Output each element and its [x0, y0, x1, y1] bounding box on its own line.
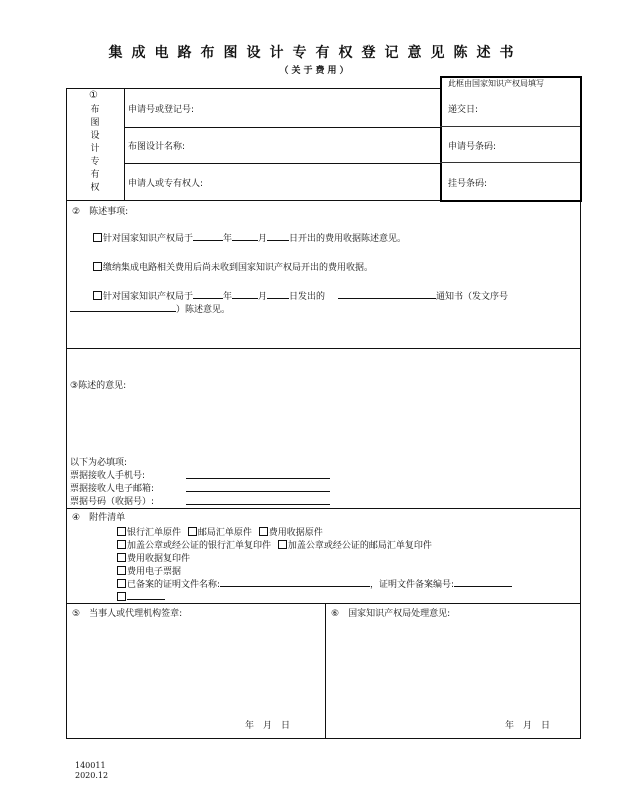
attachment-row-1: 银行汇单原件 邮局汇单原件 费用收据原件	[117, 525, 323, 538]
registered-barcode-label: 挂号条码:	[448, 179, 488, 189]
statement-item-3-checkbox[interactable]	[93, 291, 102, 300]
blank-day[interactable]	[267, 231, 289, 241]
section4-bottom-border	[66, 603, 581, 604]
section2-heading: ② 陈述事项:	[72, 207, 129, 217]
section1-number: ①	[89, 90, 98, 101]
required-fields-title: 以下为必填项:	[70, 458, 128, 468]
section1-label-divider	[124, 88, 125, 200]
form-top-border	[66, 88, 440, 89]
office-box-left	[440, 76, 442, 202]
fee-receipt-original-checkbox[interactable]	[259, 527, 268, 536]
statement-item-2-checkbox[interactable]	[93, 262, 102, 271]
receiver-phone-label: 票据接收人手机号:	[70, 471, 146, 481]
section5-6-divider	[325, 603, 326, 738]
blank-year[interactable]	[193, 231, 223, 241]
section3-bottom-border	[66, 508, 581, 509]
blank-month[interactable]	[232, 231, 258, 241]
office-box-bottom	[440, 200, 582, 202]
attachment-row-4: 费用电子票据	[117, 564, 181, 577]
section1-bottom-border	[66, 200, 440, 201]
office-box-right	[580, 76, 582, 202]
statement-item-2: 缴纳集成电路相关费用后尚未收到国家知识产权局开出的费用收据。	[93, 260, 373, 273]
statement-item-1-checkbox[interactable]	[93, 233, 102, 242]
statement-item-3: 针对国家知识产权局于 年 月 日发出的 通知书（发文序号	[93, 289, 508, 302]
attachment-row-2: 加盖公章或经公证的银行汇单复印件 加盖公章或经公证的邮局汇单复印件	[117, 538, 432, 551]
submission-date-label: 递交日:	[448, 105, 479, 115]
section6-heading: ⑥ 国家知识产权局处理意见:	[331, 609, 451, 619]
attachment-row-6	[117, 590, 165, 603]
section1-vertical-label: 布 图 设 计 专 有 权	[90, 105, 100, 193]
application-number-label: 申请号或登记号:	[128, 105, 195, 115]
certificate-name-blank[interactable]	[220, 577, 370, 587]
section1-row-divider-1	[124, 127, 440, 128]
blank-day[interactable]	[267, 289, 289, 299]
receipt-number-input[interactable]	[186, 504, 330, 505]
postal-draft-original-checkbox[interactable]	[188, 527, 197, 536]
receiver-email-label: 票据接收人电子邮箱:	[70, 484, 155, 494]
attachment-row-3: 费用收据复印件	[117, 551, 190, 564]
other-attachment-checkbox[interactable]	[117, 592, 126, 601]
section5-date: 年 月 日	[245, 721, 291, 731]
section6-date: 年 月 日	[505, 721, 551, 731]
section1-row-divider-2	[124, 163, 440, 164]
statement-item-1: 针对国家知识产权局于 年 月 日开出的费用收据陈述意见。	[93, 231, 406, 244]
page-subtitle: （关于费用）	[279, 66, 352, 76]
blank-year[interactable]	[193, 289, 223, 299]
layout-design-name-label: 布图设计名称:	[128, 142, 186, 152]
page-title: 集成电路布图设计专有权登记意见陈述书	[108, 45, 523, 61]
other-attachment-blank[interactable]	[127, 590, 165, 600]
form-version: 2020.12	[75, 771, 109, 780]
dispatch-number-blank[interactable]	[70, 302, 176, 312]
applicant-label: 申请人或专有权人:	[128, 179, 204, 189]
bank-draft-copy-checkbox[interactable]	[117, 540, 126, 549]
receiver-email-input[interactable]	[186, 491, 330, 492]
receipt-number-label: 票据号码（收据号）:	[70, 497, 155, 507]
section3-heading: ③陈述的意见:	[70, 381, 127, 391]
form-bottom-border	[66, 738, 581, 739]
office-row-divider-2	[440, 162, 580, 163]
blank-month[interactable]	[232, 289, 258, 299]
section2-bottom-border	[66, 348, 581, 349]
certificate-number-blank[interactable]	[454, 577, 512, 587]
section4-heading: ④ 附件清单	[72, 513, 126, 523]
office-box-note: 此框由国家知识产权局填写	[448, 79, 544, 88]
statement-item-3-continued: ）陈述意见。	[70, 302, 230, 315]
notice-name-blank[interactable]	[338, 289, 436, 299]
application-barcode-label: 申请号条码:	[448, 142, 497, 152]
filed-certificate-checkbox[interactable]	[117, 579, 126, 588]
form-left-border	[66, 88, 67, 738]
form-right-border	[580, 200, 581, 738]
section5-heading: ⑤ 当事人或代理机构签章:	[72, 609, 183, 619]
receiver-phone-input[interactable]	[186, 478, 330, 479]
electronic-receipt-checkbox[interactable]	[117, 566, 126, 575]
fee-receipt-copy-checkbox[interactable]	[117, 553, 126, 562]
bank-draft-original-checkbox[interactable]	[117, 527, 126, 536]
form-code: 140011	[75, 761, 106, 770]
postal-draft-copy-checkbox[interactable]	[278, 540, 287, 549]
attachment-row-5: 已备案的证明文件名称: ，证明文件备案编号:	[117, 577, 512, 590]
office-row-divider-1	[440, 126, 580, 127]
